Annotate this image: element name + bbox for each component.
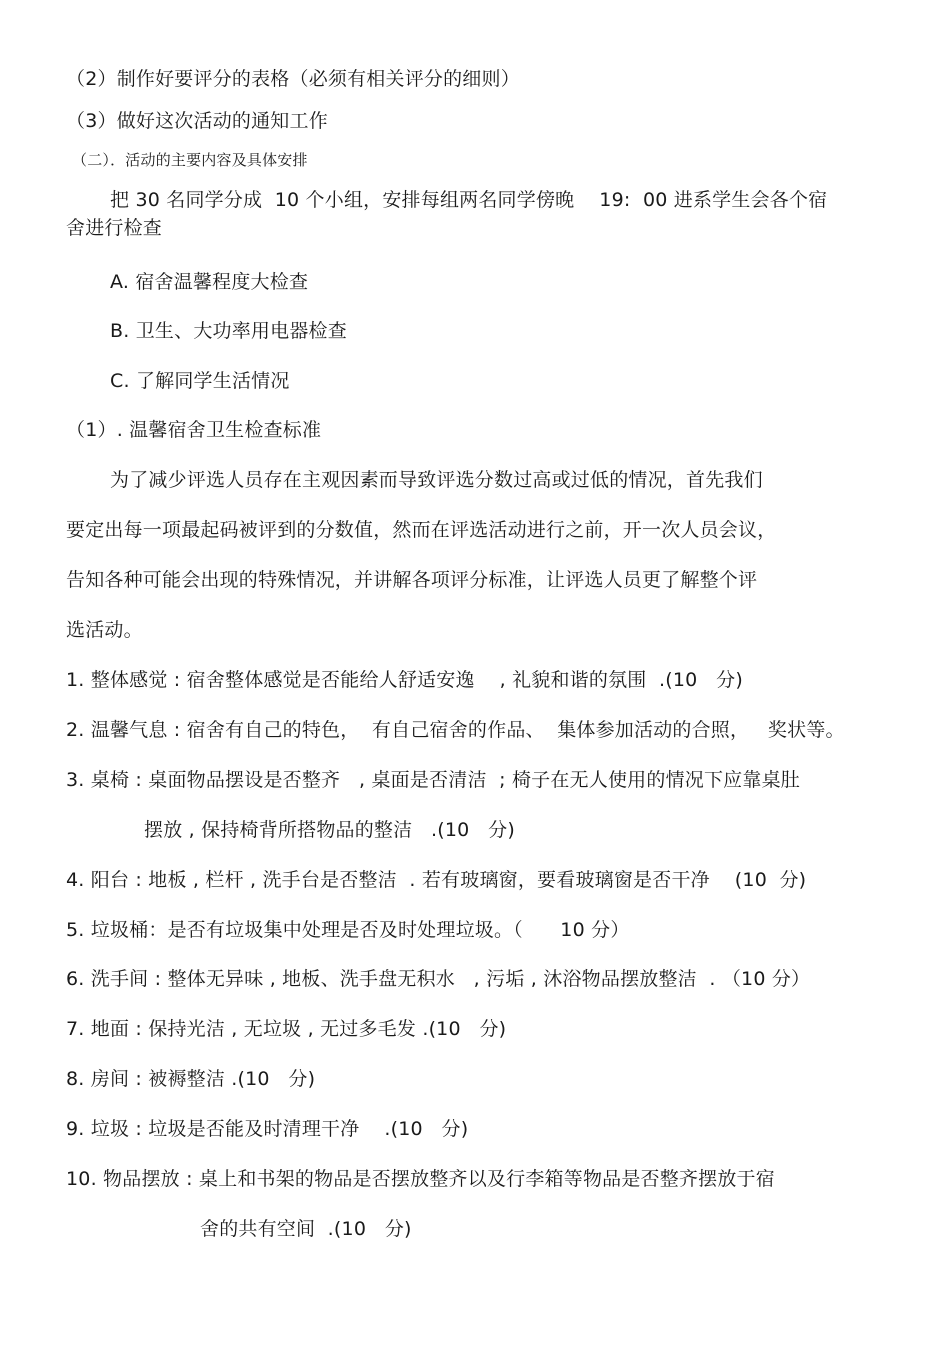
criterion-item: 8. 房间 : 被褥整洁 .(10 分) bbox=[66, 1068, 316, 1090]
text-line: 要定出每一项最起码被评到的分数值，然而在评选活动进行之前，开一次人员会议， bbox=[66, 519, 777, 541]
text-line: 告知各种可能会出现的特殊情况，并讲解各项评分标准，让评选人员更了解整个评 bbox=[66, 569, 758, 591]
criterion-item: 5. 垃圾桶：是否有垃圾集中处理是否及时处理垃圾。（ 10 分） bbox=[66, 919, 630, 941]
criterion-item: 2. 温馨气息 : 宿舍有自己的特色， 有自己宿舍的作品、 集体参加活动的合照， 奖状等。 bbox=[66, 719, 845, 741]
text-line: （3）做好这次活动的通知工作 bbox=[66, 110, 328, 132]
text-line: 为了减少评选人员存在主观因素而导致评选分数过高或过低的情况，首先我们 bbox=[110, 469, 763, 491]
text-line: 舍进行检查 bbox=[66, 217, 163, 239]
criterion-item: 4. 阳台 : 地板 , 栏杆 , 洗手台是否整洁 . 若有玻璃窗，要看玻璃窗是否干净 (10 分) bbox=[66, 869, 807, 891]
criterion-item-continued: 摆放 , 保持椅背所搭物品的整洁 .(10 分) bbox=[144, 819, 515, 841]
criterion-item: 10. 物品摆放 : 桌上和书架的物品是否摆放整齐以及行李箱等物品是否整齐摆放于宿 bbox=[66, 1168, 775, 1190]
section-heading: （1）. 温馨宿舍卫生检查标准 bbox=[66, 419, 322, 441]
criterion-item: 7. 地面 : 保持光洁 , 无垃圾 , 无过多毛发 .(10 分) bbox=[66, 1018, 507, 1040]
criterion-item: 6. 洗手间 : 整体无异味 , 地板、洗手盘无积水 , 污垢 , 沐浴物品摆放整洁 . （10 分） bbox=[66, 968, 811, 990]
text-line: （2）制作好要评分的表格（必须有相关评分的细则） bbox=[66, 68, 520, 90]
criterion-item-continued: 舍的共有空间 .(10 分) bbox=[200, 1218, 412, 1240]
criterion-item: 1. 整体感觉 : 宿舍整体感觉是否能给人舒适安逸 , 礼貌和谐的氛围 .(10 分) bbox=[66, 669, 743, 691]
criterion-item: 9. 垃圾 : 垃圾是否能及时清理干净 .(10 分) bbox=[66, 1118, 469, 1140]
list-item: A. 宿舍温馨程度大检查 bbox=[110, 271, 309, 293]
section-heading: （二）．活动的主要内容及具体安排 bbox=[72, 151, 308, 169]
text-line: 选活动。 bbox=[66, 619, 143, 641]
criterion-item: 3. 桌椅 : 桌面物品摆设是否整齐 , 桌面是否清洁 ; 椅子在无人使用的情况下应靠桌肚 bbox=[66, 769, 800, 791]
list-item: C. 了解同学生活情况 bbox=[110, 370, 290, 392]
text-line: 把 30 名同学分成 10 个小组，安排每组两名同学傍晚 19: 00 进系学生会各个宿 bbox=[110, 189, 828, 211]
list-item: B. 卫生、大功率用电器检查 bbox=[110, 320, 347, 342]
